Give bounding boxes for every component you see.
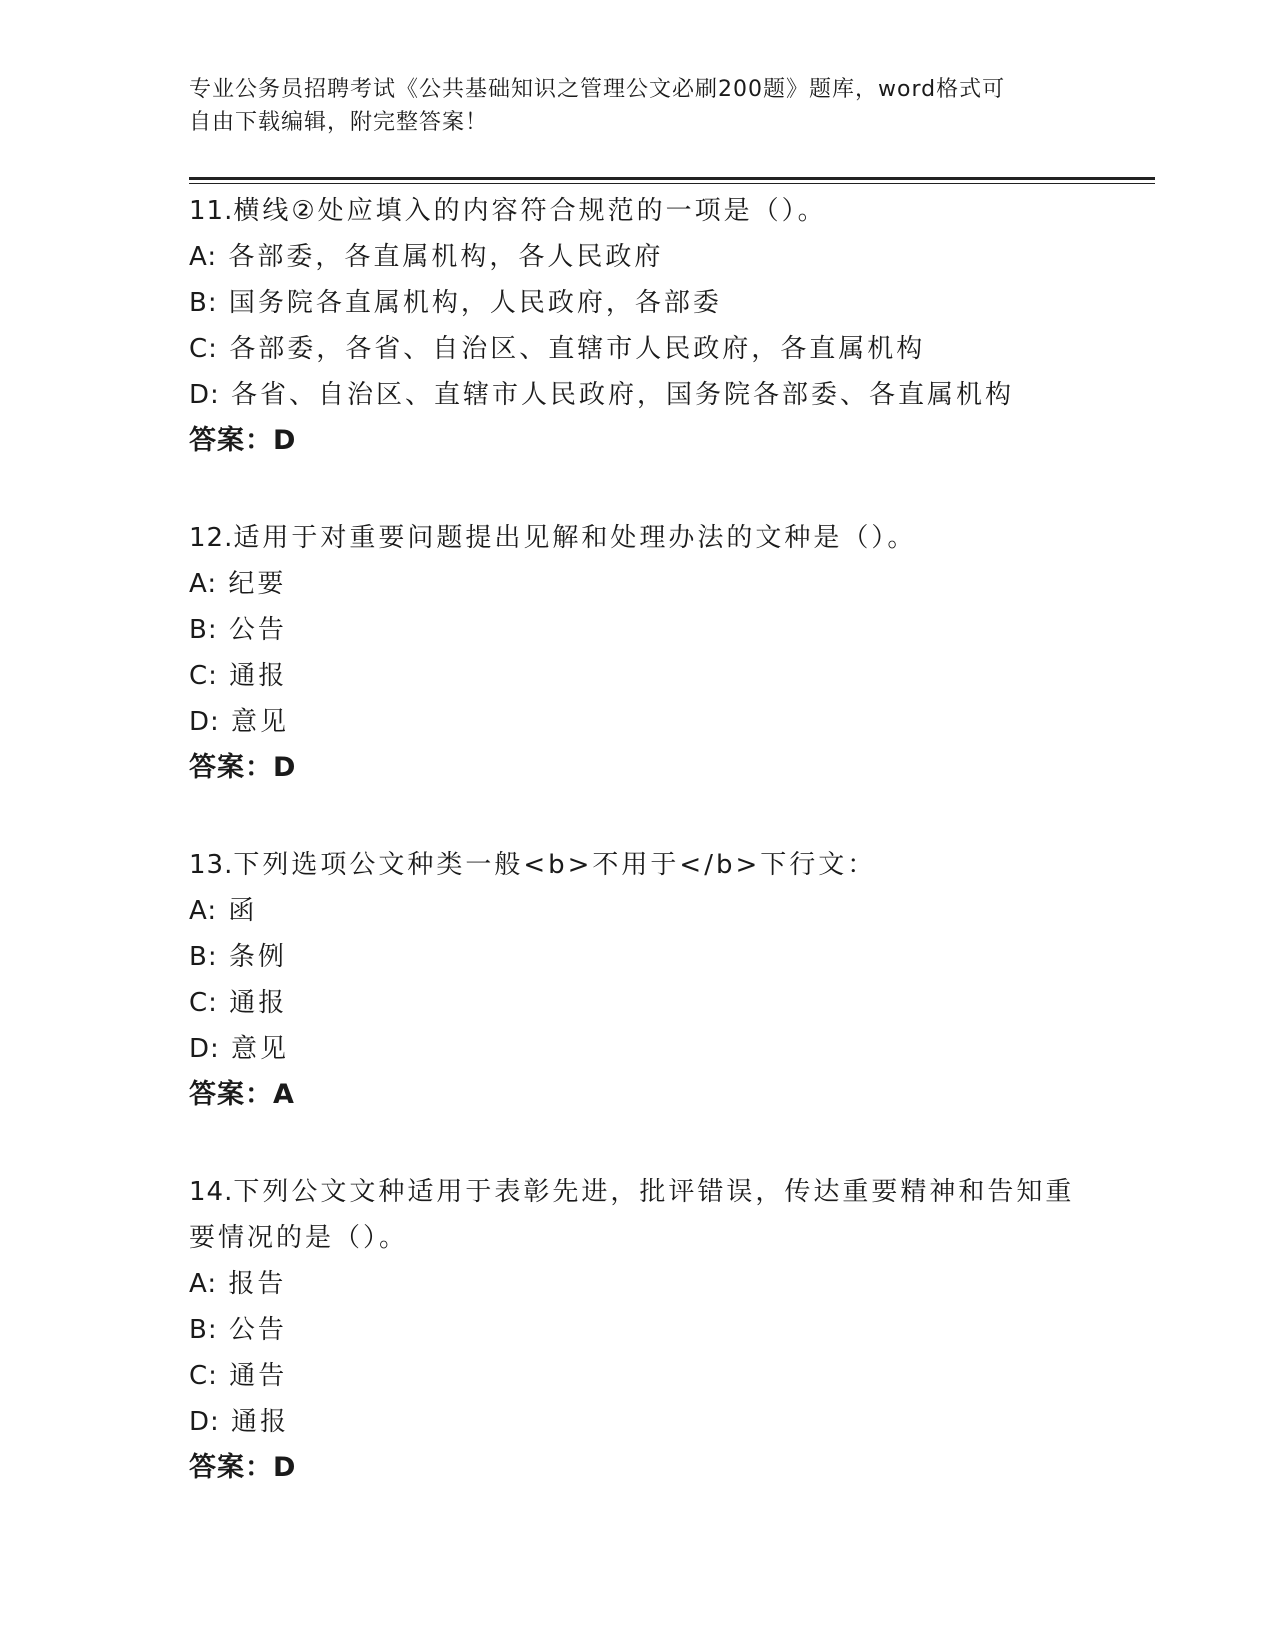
option-letter: C:	[189, 988, 218, 1018]
document-header	[189, 73, 1069, 139]
question-text: 横线②处应填入的内容符合规范的一项是（）。	[233, 196, 827, 226]
option-letter: A:	[189, 242, 218, 272]
option-letter: A:	[189, 569, 218, 599]
option-letter: D:	[189, 1407, 220, 1437]
option-a	[189, 1261, 1089, 1307]
answer-line: 答案：D	[189, 1452, 297, 1483]
question-list	[189, 188, 1089, 1542]
option-a	[189, 561, 1089, 607]
question-number: 11.	[189, 196, 234, 226]
option-text: 通告	[229, 1361, 288, 1391]
question-number: 13.	[189, 850, 234, 880]
question-stem	[189, 515, 1089, 561]
header-divider-thin	[189, 183, 1155, 184]
option-letter: B:	[189, 1315, 218, 1345]
option-b	[189, 934, 1089, 980]
question-stem	[189, 188, 1089, 234]
option-text: 公告	[228, 1315, 287, 1345]
answer-line: 答案：D	[189, 425, 297, 456]
option-c	[189, 1353, 1089, 1399]
option-d	[189, 699, 1089, 745]
option-letter: A:	[189, 896, 218, 926]
question-text: 下列公文文种适用于表彰先进，批评错误，传达重要精神和告知重要情况的是（）。	[189, 1177, 1075, 1253]
option-b	[189, 280, 1089, 326]
option-c	[189, 980, 1089, 1026]
option-c	[189, 326, 1089, 372]
header-line-2: 自由下载编辑，附完整答案！	[189, 110, 489, 135]
option-letter: C:	[189, 334, 218, 364]
option-letter: C:	[189, 661, 218, 691]
option-text: 国务院各直属机构，人民政府，各部委	[228, 288, 722, 318]
option-b	[189, 607, 1089, 653]
option-a	[189, 234, 1089, 280]
option-letter: D:	[189, 380, 220, 410]
option-text: 各部委，各省、自治区、直辖市人民政府，各直属机构	[229, 334, 926, 364]
header-divider-thick	[189, 177, 1155, 180]
option-text: 通报	[231, 1407, 290, 1437]
option-b	[189, 1307, 1089, 1353]
option-letter: B:	[189, 288, 218, 318]
option-text: 纪要	[228, 569, 287, 599]
option-letter: C:	[189, 1361, 218, 1391]
answer-line: 答案：A	[189, 1079, 295, 1110]
option-letter: D:	[189, 1034, 220, 1064]
option-text: 公告	[228, 615, 287, 645]
option-text: 通报	[229, 661, 288, 691]
option-text: 通报	[229, 988, 288, 1018]
question-11	[189, 188, 1089, 464]
question-12	[189, 515, 1089, 791]
question-13	[189, 842, 1089, 1118]
option-text: 报告	[228, 1269, 287, 1299]
option-text: 各省、自治区、直辖市人民政府，国务院各部委、各直属机构	[231, 380, 1015, 410]
option-letter: B:	[189, 942, 218, 972]
option-d	[189, 372, 1089, 418]
question-14	[189, 1169, 1089, 1491]
option-text: 意见	[231, 1034, 290, 1064]
option-text: 函	[228, 896, 258, 926]
question-text: 适用于对重要问题提出见解和处理办法的文种是（）。	[233, 523, 917, 553]
option-c	[189, 653, 1089, 699]
option-d	[189, 1026, 1089, 1072]
option-text: 各部委，各直属机构，各人民政府	[228, 242, 664, 272]
question-number: 12.	[189, 523, 234, 553]
option-letter: B:	[189, 615, 218, 645]
question-stem	[189, 842, 1089, 888]
question-stem	[189, 1169, 1089, 1261]
question-text: 下列选项公文种类一般<b>不用于</b>下行文：	[233, 850, 877, 880]
option-d	[189, 1399, 1089, 1445]
option-letter: D:	[189, 707, 220, 737]
option-text: 条例	[228, 942, 287, 972]
header-line-1: 专业公务员招聘考试《公共基础知识之管理公文必刷200题》题库，word格式可	[189, 77, 1006, 102]
question-number: 14.	[189, 1177, 234, 1207]
option-a	[189, 888, 1089, 934]
option-letter: A:	[189, 1269, 218, 1299]
option-text: 意见	[231, 707, 290, 737]
answer-line: 答案：D	[189, 752, 297, 783]
